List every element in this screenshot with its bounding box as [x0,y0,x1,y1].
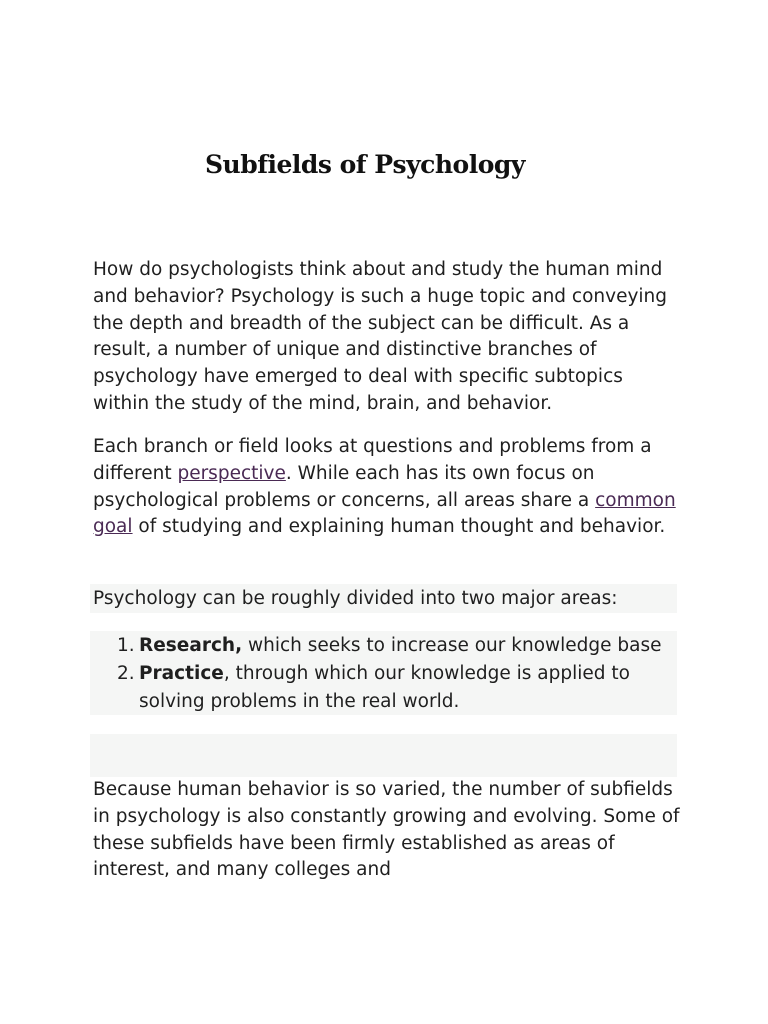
term-practice: Practice [139,663,224,684]
research-description: which seeks to increase our knowledge base [242,635,662,656]
perspective-link[interactable]: perspective [177,462,286,484]
page-title: Subfields of Psychology [205,150,525,179]
list-item-practice [93,660,673,716]
branches-text-2: . While each has its own focus on psychological problems or concerns, all areas share a [93,462,596,511]
common-goal-link[interactable]: common goal [93,489,676,538]
areas-list [93,632,673,716]
areas-intro: Psychology can be roughly divided into two major areas: [93,588,618,609]
branches-text-1: Each branch or field looks at questions and problems from a different [93,436,652,484]
list-number: 1. [117,635,135,656]
subfields-paragraph: Because human behavior is so varied, the number of subfields in psychology is also constantly growing and evolving. Some of these subfields have been firmly established as areas of interest, and many colleges and [93,779,680,881]
list-number: 2. [117,663,135,684]
branches-text-3: of studying and explaining human thought and behavior. [132,516,666,538]
empty-shaded-block [90,734,677,777]
branches-paragraph [93,434,683,541]
list-item-research [93,632,673,660]
term-research: Research, [139,635,243,656]
intro-paragraph: How do psychologists think about and study the human mind and behavior? Psychology is such a huge topic and conveying the depth and breadth of the subject can be difficult. As a result, a number of unique and distinctive branches of psychology have emerged to deal with specific subtopics within the study of the mind, brain, and behavior. [93,259,668,414]
practice-description: , through which our knowledge is applied to solving problems in the real world. [139,663,630,712]
